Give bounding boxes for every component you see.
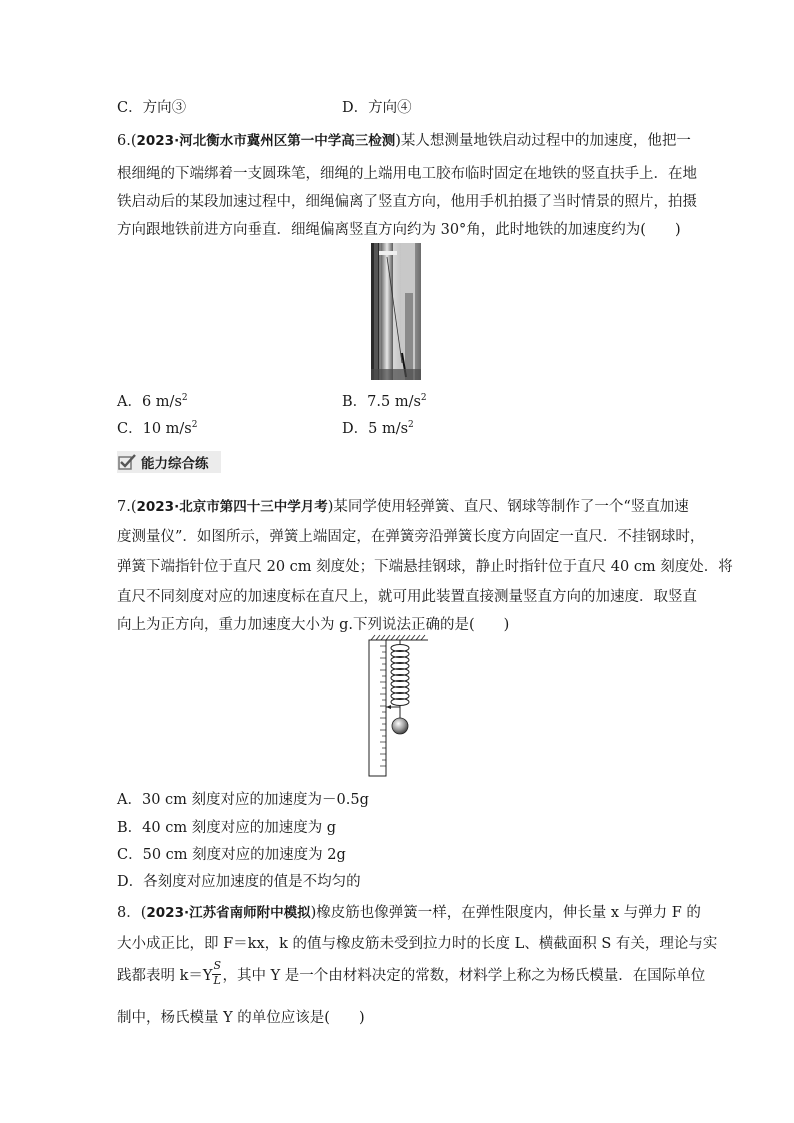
spring-ruler-diagram <box>366 634 430 779</box>
q8-stem-line-1: 8．(2023·江苏省南师附中模拟)橡皮筋也像弹簧一样，在弹性限度内，伸长量 x 与弹力 F 的 <box>117 905 701 921</box>
section-header <box>117 451 221 473</box>
q6-option-a: A．6 $m/s^2$ <box>117 393 188 410</box>
subway-handrail-photo <box>371 243 421 380</box>
q7-option-b: B．40 cm 刻度对应的加速度为 g <box>117 820 337 836</box>
q7-stem-line-5: 向上为正方向，重力加速度大小为 g.下列说法正确的是( ) <box>117 617 510 633</box>
q6-stem-line-4: 方向跟地铁前进方向垂直．细绳偏离竖直方向约为 30°角，此时地铁的加速度约为( ) <box>117 222 681 238</box>
q7-source: 2023·北京市第四十三中学月考 <box>136 499 328 515</box>
q5-option-d: D．方向④ <box>342 100 412 116</box>
fraction-s-over-l: $\frac{S}{L}$ <box>213 959 222 987</box>
q7-stem-line-2: 度测量仪”．如图所示，弹簧上端固定，在弹簧旁沿弹簧长度方向固定一直尺．不挂钢球时， <box>117 529 705 545</box>
section-label: 能力综合练 <box>141 456 209 472</box>
q6-option-b: B．7.5 $m/s^2$ <box>342 393 427 410</box>
q7-option-c: C．50 cm 刻度对应的加速度为 2g <box>117 847 346 863</box>
q7-stem-line-1: 7.(2023·北京市第四十三中学月考)某同学使用轻弹簧、直尺、钢球等制作了一个“竖直加速 <box>117 499 689 515</box>
q8-stem-line-4: 制中，杨氏模量 Y 的单位应该是( ) <box>117 1010 365 1026</box>
q6-option-d: D．5 $m/s^2$ <box>342 420 414 437</box>
q7-option-d: D．各刻度对应加速度的值是不均匀的 <box>117 874 361 890</box>
q6-option-c: C．10 $m/s^2$ <box>117 420 198 437</box>
q7-stem-line-3: 弹簧下端指针位于直尺 20 cm 刻度处；下端悬挂钢球，静止时指针位于直尺 40 cm 刻度处．将 <box>117 559 733 575</box>
checkbox-check-icon <box>117 453 137 471</box>
q5-option-c: C．方向③ <box>117 100 187 116</box>
q8-source: 2023·江苏省南师附中模拟 <box>146 905 311 921</box>
q6-stem-line-3: 铁启动后的某段加速过程中，细绳偏离了竖直方向，他用手机拍摄了当时情景的照片，拍摄 <box>117 194 697 210</box>
q7-stem-line-4: 直尺不同刻度对应的加速度标在直尺上，就可用此装置直接测量竖直方向的加速度．取竖直 <box>117 589 697 605</box>
q6-stem-line-1: 6.(2023·河北衡水市冀州区第一中学高三检测)某人想测量地铁启动过程中的加速度，他把一 <box>117 133 691 149</box>
q8-stem-line-3: 践都表明 k＝Y $\frac{S}{L}$ ，其中 Y 是一个由材料决定的常数，材料学上称之为杨氏模量．在国际单位 <box>117 959 706 987</box>
q6-stem-line-2: 根细绳的下端绑着一支圆珠笔，细绳的上端用电工胶布临时固定在地铁的竖直扶手上．在地 <box>117 166 697 182</box>
q8-stem-line-2: 大小成正比，即 F＝kx，k 的值与橡皮筋未受到拉力时的长度 L、横截面积 S 有关，理论与实 <box>117 936 718 952</box>
q6-source: 2023·河北衡水市冀州区第一中学高三检测 <box>136 133 396 149</box>
q7-option-a: A．30 cm 刻度对应的加速度为－0.5g <box>117 792 369 808</box>
